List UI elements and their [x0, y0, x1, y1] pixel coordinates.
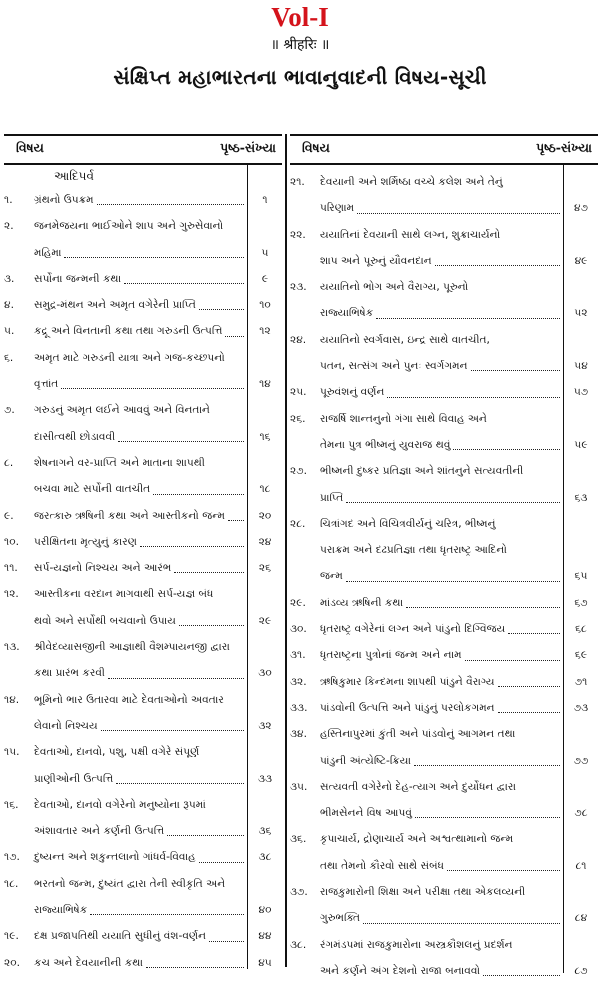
toc-entry-line: [290, 853, 598, 879]
leader-dots: [346, 580, 560, 582]
toc-entry: [4, 450, 282, 503]
toc-entry-text: રાજ્યાભિષેક: [34, 904, 88, 917]
toc-entry-line: [290, 511, 598, 537]
right-column-header: [290, 134, 598, 165]
toc-entry: [290, 379, 598, 405]
toc-entry-text: પૂરુવંશનું વર્ણન: [320, 386, 385, 399]
toc-entry-line: [4, 345, 282, 371]
toc-entry-number: ૩૩.: [290, 701, 308, 714]
toc-entry: [290, 458, 598, 511]
toc-entry-page: ૭૮: [574, 807, 588, 820]
toc-entry-text: જનમેજયના ભાઈઓને શાપ અને ગુરુસેવાનો: [34, 220, 224, 233]
toc-entry-number: ૨૫.: [290, 386, 307, 399]
toc-entry-text: ધૃતરાષ્ટ્રના પુત્રોનાં જન્મ અને નામ: [320, 649, 462, 662]
leader-dots: [387, 396, 560, 398]
subject-heading: વિષય: [302, 140, 330, 155]
toc-entry-line: [4, 424, 282, 450]
toc-entry-line: [290, 353, 598, 379]
toc-entry-line: [4, 529, 282, 555]
toc-entry-number: ૧૦.: [4, 535, 19, 548]
toc-entry-text: ભીમસેનને વિષ આપવું: [320, 807, 412, 820]
toc-entry: [4, 503, 282, 529]
toc-entry-number: ૫.: [4, 325, 15, 338]
toc-entry-text: દેવયાની અને શર્મિષ્ઠા વચ્ચે કલેશ અને તેનું: [320, 176, 503, 188]
toc-entry-page: ૬૯: [574, 649, 588, 662]
toc-entry: [4, 187, 282, 213]
toc-entry-page: ૫: [261, 246, 269, 259]
toc-list: [4, 187, 282, 976]
toc-entry: [4, 555, 282, 581]
toc-entry-line: [290, 932, 598, 958]
toc-entry-page: ૧૬: [259, 430, 271, 443]
toc-entry: [4, 213, 282, 266]
toc-entry-page: ૬૩: [574, 491, 588, 504]
toc-entry-line: [4, 792, 282, 818]
toc-entry-line: [290, 169, 598, 195]
toc-entry-number: ૩૮.: [290, 938, 307, 951]
toc-entry-text: રંગમંડપમાં રાજકુમારોના અસ્ત્રકૌશલનું પ્રદર્શન: [320, 938, 513, 951]
toc-entry-number: ૧૭.: [4, 851, 20, 864]
toc-entry-text: શાપ અને પૂરુનું યૌવનદાન: [320, 254, 432, 267]
toc-entry-line: [290, 590, 598, 616]
toc-entry-text: કચ અને દેવયાનીની કથા: [34, 956, 143, 969]
toc-entry-page: ૬૭: [574, 596, 588, 609]
toc-entry-text: બચવા માટે સર્પોની વાતચીત: [34, 483, 151, 496]
toc-entry-text: પરિણામ: [320, 202, 355, 215]
invocation: ॥ श्रीहरिः ॥: [270, 37, 330, 53]
toc-entry-line: [290, 748, 598, 774]
toc-entry: [4, 266, 282, 292]
toc-entry-number: ૩.: [4, 272, 15, 285]
toc-entry-line: [290, 432, 598, 458]
toc-entry-page: ૫૯: [574, 438, 588, 451]
toc-entry-number: ૩૭.: [290, 886, 308, 899]
toc-entry-line: [290, 537, 598, 563]
subject-heading: વિષય: [16, 140, 44, 155]
page-title: સંક્ષિપ્ત મહાભારતના ભાવાનુવાદની વિષય-સૂચી: [113, 65, 487, 89]
toc-entry-text: અંશાવતાર અને કર્ણની ઉત્પત્તિ: [34, 825, 165, 838]
toc-entry: [4, 687, 282, 740]
toc-entry-text: જરત્કારુ ઋષિની કથા અને આસ્તીકનો જન્મ: [34, 509, 225, 522]
toc-entry-text: કૃપાચાર્ય, દ્રોણાચાર્ય અને અશ્વત્થામાનો જન્મ: [320, 833, 514, 846]
toc-entry-number: ૩૦.: [290, 623, 307, 636]
toc-list: [290, 169, 598, 984]
toc-entry-number: ૨૦.: [4, 956, 20, 969]
toc-entry-line: [4, 608, 282, 634]
leader-dots: [199, 861, 244, 863]
toc-entry-line: [4, 766, 282, 792]
toc-entry: [290, 879, 598, 932]
toc-entry-text: અને કર્ણને અંગ દેશનો રાજા બનાવવો: [320, 964, 481, 977]
leader-dots: [179, 624, 244, 626]
toc-entry-text: રાજ્યાભિષેક: [320, 307, 374, 320]
leader-dots: [225, 335, 244, 337]
leader-dots: [471, 369, 560, 371]
toc-entry-text: રાજર્ષિ શાન્તનુનો ગંગા સાથે વિવાહ અને: [320, 412, 487, 425]
toc-entry-text: દુષ્યન્ત અને શકુન્તલાનો ગાંધર્વ-વિવાહ: [34, 851, 196, 864]
toc-entry-line: [290, 406, 598, 432]
toc-entry: [4, 923, 282, 949]
section-title: આદિપર્વ: [54, 169, 94, 183]
toc-entry-line: [4, 318, 282, 344]
toc-entry: [4, 397, 282, 450]
toc-entry-text: શેષનાગને વર-પ્રાપ્તિ અને માતાના શાપથી: [34, 456, 205, 469]
toc-entry-line: [290, 458, 598, 484]
toc-entry-page: ૨૯: [258, 614, 272, 627]
toc-entry: [4, 792, 282, 845]
toc-entry: [290, 774, 598, 827]
toc-entry-page: ૪૦: [258, 904, 272, 917]
toc-entry-text: આસ્તીકના વરદાન માગવાથી સર્પ-યજ્ઞ બંધ: [34, 588, 214, 601]
toc-entry-number: ૩૫.: [290, 780, 308, 793]
toc-entry-text: પ્રાપ્તિ: [320, 491, 344, 504]
toc-entry-number: ૨.: [4, 220, 14, 233]
leader-dots: [64, 256, 244, 258]
toc-entry-line: [4, 818, 282, 844]
toc-entry: [290, 932, 598, 984]
toc-entry-number: ૨૨.: [290, 228, 306, 241]
leader-dots: [346, 501, 560, 503]
toc-entry-line: [290, 485, 598, 511]
toc-entry-text: વૃત્તાંત: [34, 378, 59, 391]
toc-entry-text: ભરતનો જન્મ, દુષ્યંત દ્વારા તેની સ્વીકૃતિ અને: [34, 877, 226, 890]
toc-entry-text: પરીક્ષિતના મૃત્યુનું કારણ: [34, 535, 137, 548]
leader-dots: [199, 308, 244, 310]
toc-entry: [290, 642, 598, 668]
toc-entry-text: અમૃત માટે ગરુડની યાત્રા અને ગજ-કચ્છપનો: [34, 351, 225, 364]
toc-entry-number: ૯.: [4, 509, 14, 522]
toc-entry-page: ૧૪: [259, 378, 271, 391]
toc-entry-number: ૪.: [4, 299, 14, 312]
toc-entry: [4, 739, 282, 792]
leader-dots: [90, 913, 244, 915]
toc-entry-line: [4, 240, 282, 266]
toc-entry-text: માંડવ્ય ઋષિની કથા: [320, 596, 404, 609]
toc-entry-line: [4, 476, 282, 502]
toc-entry-text: મહિમા: [34, 246, 62, 259]
leader-dots: [118, 440, 244, 442]
toc-entry-page: ૨૬: [258, 562, 272, 575]
toc-entry-text: પ્રાણીઓની ઉત્પત્તિ: [34, 772, 114, 785]
toc-entry-number: ૬.: [4, 351, 14, 364]
toc-entry-number: ૨૭.: [290, 465, 307, 478]
toc-entry: [290, 406, 598, 459]
toc-entry-page: ૭૩: [573, 701, 589, 714]
toc-entry-text: સર્પોના જન્મની કથા: [34, 272, 122, 285]
toc-entry-text: યયાતિનો ભોગ અને વૈરાગ્ય, પૂરુનો: [320, 281, 469, 294]
toc-entry-page: ૫૪: [574, 360, 588, 373]
toc-entry-number: ૧૪.: [4, 693, 20, 706]
toc-entry-text: સર્પ-યજ્ઞનો નિશ્ચય અને આરંભ: [34, 562, 172, 575]
leader-dots: [465, 659, 560, 661]
toc-entry-page: ૬૫: [574, 570, 588, 583]
toc-entry: [290, 511, 598, 590]
toc-entry-text: શ્રીવેદવ્યાસજીની આજ્ઞાથી વૈશમ્પાયનજી દ્વારા: [34, 641, 230, 654]
toc-entry-text: દેવતાઓ, દાનવો વગેરેનો મનુષ્યોના રૂપમાં: [34, 798, 206, 811]
toc-entry-line: [290, 905, 598, 931]
leader-dots: [61, 387, 244, 389]
toc-entry: [4, 292, 282, 318]
toc-entry-line: [4, 739, 282, 765]
toc-entry-line: [290, 800, 598, 826]
toc-entry-text: દેવતાઓ, દાનવો, પશુ, પક્ષી વગેરે સંપૂર્ણ: [34, 746, 200, 759]
toc-entry-text: ચિત્રાંગદ અને વિચિત્રવીર્યનું ચરિત્ર, ભીષ્મનું: [320, 517, 496, 530]
toc-entry-line: [4, 923, 282, 949]
leader-dots: [406, 606, 560, 608]
toc-entry-number: ૧૩.: [4, 641, 20, 654]
leader-dots: [447, 869, 560, 871]
toc-entry-text: ધૃતરાષ્ટ્ર વગેરેનાં લગ્ન અને પાંડુનો દિગ્વિજય: [320, 623, 506, 636]
toc-entry-number: ૨૧.: [290, 176, 305, 188]
toc-entry-line: [290, 300, 598, 326]
toc-entry: [4, 844, 282, 870]
toc-entry-text: ગુરુભક્તિ: [320, 912, 361, 925]
toc-entry-page: ૧૨: [259, 325, 271, 338]
toc-entry-line: [290, 563, 598, 589]
toc-entry: [290, 274, 598, 327]
toc-entry-text: ઋષિકુમાર કિન્દમના શાપથી પાંડુને વૈરાગ્ય: [320, 675, 495, 688]
toc-entry-line: [4, 660, 282, 686]
toc-entry: [290, 669, 598, 695]
toc-entry: [290, 695, 598, 721]
toc-entry: [4, 345, 282, 398]
toc-entry-number: ૩૪.: [290, 728, 307, 741]
leader-dots: [167, 834, 244, 836]
toc-entry-line: [290, 669, 598, 695]
toc-entry-text: પરાક્રમ અને દઢપ્રતિજ્ઞા તથા ધૃતરાષ્ટ્ર આદિનો: [320, 544, 507, 557]
toc-entry-line: [290, 274, 598, 300]
toc-entry-text: ભીષ્મની દુષ્કર પ્રતિજ્ઞા અને શાંતનુને સત્યવતીની: [320, 465, 524, 478]
toc-entry-page: ૪૯: [574, 254, 588, 267]
toc-entry: [290, 616, 598, 642]
leader-dots: [116, 782, 244, 784]
toc-entry-page: ૩૦: [258, 667, 272, 680]
leader-dots: [414, 764, 560, 766]
page-number-heading: પૃષ્ઠ-સંખ્યા: [220, 140, 276, 155]
toc-entry-line: [290, 379, 598, 405]
toc-entry: [4, 634, 282, 687]
toc-entry-text: તથા તેમનો કૌરવો સાથે સંબંધ: [320, 859, 444, 872]
toc-entry-text: હસ્તિનાપુરમાં કુંતી અને પાંડવોનું આગમન તથા: [320, 728, 516, 741]
toc-entry-page: ૧: [262, 194, 268, 206]
toc-entry-text: તેમના પુત્ર ભીષ્મનું યુવરાજ થવું: [320, 438, 451, 451]
leader-dots: [435, 264, 560, 266]
toc-entry-line: [290, 327, 598, 353]
toc-entry-number: ૩૨.: [290, 675, 307, 688]
toc-entry-line: [290, 642, 598, 668]
leader-dots: [508, 632, 560, 634]
toc-entry: [290, 222, 598, 275]
toc-entry-page: ૮૧: [575, 859, 587, 872]
toc-entry-page: ૩૩: [257, 772, 273, 785]
leader-dots: [363, 922, 560, 924]
toc-entry-number: ૧૬.: [4, 798, 19, 811]
toc-entry-page: ૨૪: [258, 535, 272, 548]
toc-entry-line: [4, 555, 282, 581]
toc-entry-page: ૧૦: [259, 299, 271, 312]
toc-entry-line: [4, 266, 282, 292]
toc-entry-number: ૨૯.: [290, 596, 306, 609]
toc-entry-text: દક્ષ પ્રજાપતિથી યયાતિ સુધીનું વંશ-વર્ણન: [34, 930, 207, 943]
toc-entry-number: ૮.: [4, 456, 14, 469]
toc-entry-line: [290, 958, 598, 984]
toc-entry-number: ૧૫.: [4, 746, 20, 759]
toc-entry-line: [4, 187, 282, 213]
leader-dots: [108, 677, 244, 679]
toc-entry-page: ૭૧: [574, 675, 588, 688]
leader-dots: [453, 448, 560, 450]
toc-entry-text: સમુદ્ર-મંથન અને અમૃત વગેરેની પ્રાપ્તિ: [34, 299, 196, 312]
toc-entry: [4, 950, 282, 976]
toc-entry-text: કદ્રૂ અને વિનતાની કથા તથા ગરુડની ઉત્પત્તિ: [34, 325, 223, 338]
toc-entry: [4, 871, 282, 924]
toc-entry-page: ૫૨: [574, 307, 588, 320]
left-column-header: [4, 134, 282, 165]
leader-dots: [101, 729, 244, 731]
toc-entry-text: સત્યવતી વગેરેનો દેહ-ત્યાગ અને દુર્યોધન દ્વારા: [320, 780, 516, 793]
leader-dots: [140, 545, 244, 547]
leader-dots: [228, 519, 244, 521]
toc-entry: [290, 169, 598, 222]
toc-entry-text: યયાતિનાં દેવયાની સાથે લગ્ન, શુક્રાચાર્યનો: [320, 228, 501, 241]
toc-entry-number: ૨૪.: [290, 333, 307, 346]
toc-entry-page: ૧૮: [259, 483, 271, 496]
toc-entry-number: ૨૩.: [290, 281, 307, 294]
toc-entry-text: રાજકુમારોની શિક્ષા અને પરીક્ષા તથા એકલવ્યની: [320, 886, 526, 899]
leader-dots: [97, 203, 244, 205]
toc-entry-line: [290, 879, 598, 905]
toc-entry-text: જન્મ: [320, 570, 343, 583]
leader-dots: [498, 711, 560, 713]
leader-dots: [209, 940, 244, 942]
toc-entry-page: ૪૫: [258, 956, 272, 969]
leader-dots: [415, 816, 560, 818]
toc-entry-number: ૧.: [4, 194, 13, 206]
toc-entry-text: થવો અને સર્પોથી બચવાનો ઉપાય: [34, 614, 176, 627]
page-number-heading: પૃષ્ઠ-સંખ્યા: [536, 140, 592, 155]
toc-entry-line: [290, 826, 598, 852]
leader-dots: [153, 493, 244, 495]
right-column: [290, 134, 598, 977]
toc-entry-line: [4, 897, 282, 923]
toc-entry-number: ૨૮.: [290, 517, 306, 530]
left-column: [4, 134, 282, 967]
toc-entry-line: [4, 871, 282, 897]
toc-entry-text: પાંડુની અંત્યેષ્ટિ-ક્રિયા: [320, 754, 411, 767]
toc-entry-line: [4, 581, 282, 607]
toc-entry-number: ૧૧.: [4, 562, 18, 575]
toc-entry-page: ૫૭: [573, 386, 589, 399]
toc-entry-text: કથા પ્રારંભ કરવી: [34, 667, 105, 680]
toc-entry-page: ૪૪: [258, 930, 272, 943]
toc-entry-page: ૨૦: [258, 509, 272, 522]
toc-entry-line: [4, 292, 282, 318]
leader-dots: [174, 571, 244, 573]
toc-entry: [4, 318, 282, 344]
column-divider: [285, 134, 287, 967]
toc-entry-page: ૩૨: [258, 719, 272, 732]
toc-entry-text: યયાતિનો સ્વર્ગવાસ, ઇન્દ્ર સાથે વાતચીત,: [320, 333, 490, 346]
toc-entry-line: [290, 774, 598, 800]
toc-entry-number: ૩૬.: [290, 833, 307, 846]
toc-entry-line: [4, 213, 282, 239]
toc-entry-text: દાસીત્વથી છોડાવવી: [34, 430, 116, 443]
toc-entry-line: [4, 713, 282, 739]
toc-entry-page: ૯: [261, 272, 269, 285]
toc-entry-text: પતન, સત્સંગ અને પુનઃ સ્વર્ગગમન: [320, 360, 468, 373]
toc-entry-line: [290, 721, 598, 747]
leader-dots: [483, 974, 560, 976]
leader-dots: [498, 685, 560, 687]
leader-dots: [124, 282, 244, 284]
toc-entry-page: ૮૭: [574, 964, 588, 977]
leader-dots: [357, 212, 560, 214]
toc-entry-number: ૧૨.: [4, 588, 19, 601]
volume-label: Vol-I: [271, 2, 329, 32]
toc-entry-page: ૪૭: [574, 202, 588, 215]
toc-entry-line: [4, 371, 282, 397]
toc-entry-text: ભૂમિનો ભાર ઉતારવા માટે દેવતાઓનો અવતાર: [34, 693, 224, 706]
toc-entry-text: ગ્રંથનો ઉપક્રમ: [34, 194, 94, 206]
toc-entry-text: ગરુડનું અમૃત લઈને આવવું અને વિનતાને: [34, 404, 210, 417]
toc-entry-text: લેવાનો નિશ્ચય: [34, 719, 98, 732]
toc-entry-number: ૩૧.: [290, 649, 306, 662]
toc-entry-number: ૨૬.: [290, 412, 306, 425]
toc-entry-number: ૧૯.: [4, 930, 19, 943]
toc-entry-line: [290, 248, 598, 274]
toc-entry-line: [290, 195, 598, 221]
toc-entry-line: [4, 687, 282, 713]
toc-entry-line: [4, 450, 282, 476]
toc-entry-number: ૧૮.: [4, 877, 19, 890]
toc-entry: [4, 581, 282, 634]
toc-entry-line: [290, 695, 598, 721]
toc-entry-line: [4, 634, 282, 660]
toc-entry: [290, 826, 598, 879]
toc-entry-line: [4, 950, 282, 976]
toc-entry: [290, 590, 598, 616]
toc-entry-page: ૩૮: [258, 851, 272, 864]
toc-entry-line: [290, 222, 598, 248]
toc-entry-page: ૮૪: [574, 912, 588, 925]
toc-entry-text: પાંડવોની ઉત્પત્તિ અને પાંડુનું પરલોકગમન: [320, 701, 495, 714]
toc-entry-line: [4, 397, 282, 423]
toc-entry-line: [4, 503, 282, 529]
toc-entry-number: ૭.: [4, 404, 15, 417]
toc-entry-line: [290, 616, 598, 642]
leader-dots: [376, 317, 560, 319]
toc-entry: [290, 327, 598, 380]
toc-entry-page: ૬૮: [575, 623, 587, 636]
toc-entry-page: ૭૭: [573, 754, 589, 767]
toc-entry-line: [4, 844, 282, 870]
toc-entry-page: ૩૬: [258, 825, 272, 838]
toc-entry: [4, 529, 282, 555]
toc-entry: [290, 721, 598, 774]
